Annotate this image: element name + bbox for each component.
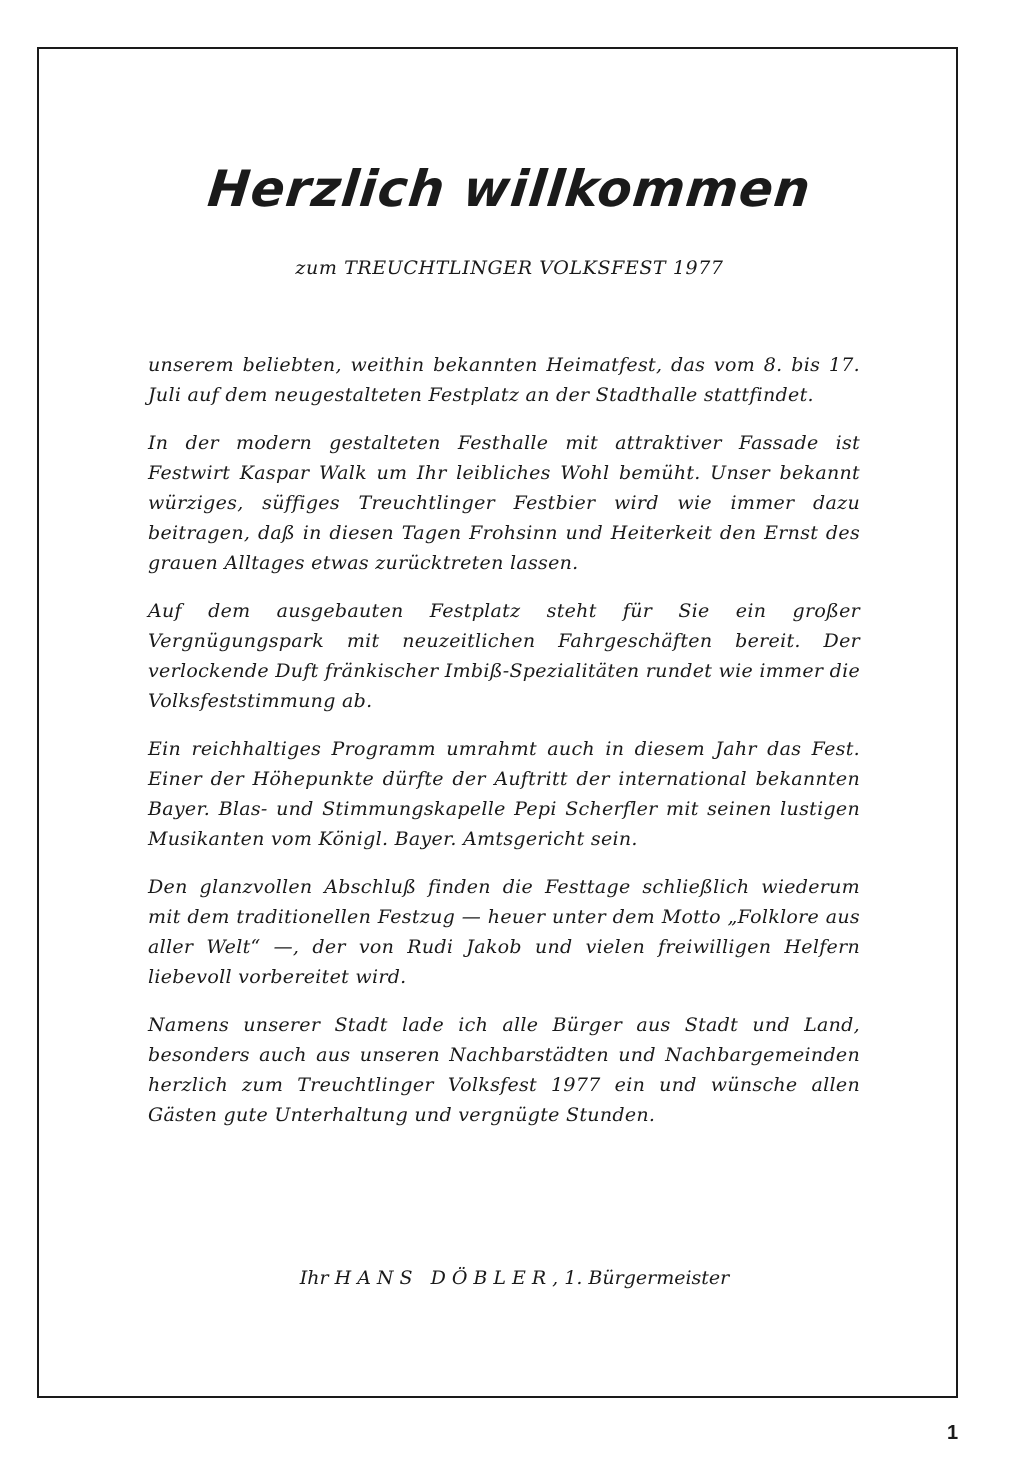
paragraph-programm: Ein reichhaltiges Programm umrahmt auch in diesem Jahr das Fest. Einer der Höhepunkte dürfte der Auftritt der international bekannten Bayer. Blas- und Stimmungskapelle Pepi Scherfler mit seinen lustigen Musikanten vom Königl. Bayer. Amtsgericht sein. bbox=[148, 738, 860, 850]
signature-prefix: Ihr bbox=[299, 1267, 329, 1289]
page-number: 1 bbox=[947, 1422, 959, 1444]
paragraph-einladung: Namens unserer Stadt lade ich alle Bürger aus Stadt und Land, besonders auch aus unseren Nachbarstädten und Nachbargemeinden herzlich zum Treuchtlinger Volksfest 1977 ein und wünsche allen Gästen gute Unterhaltung und vergnügte Stunden. bbox=[148, 1014, 860, 1126]
paragraph-festzug: Den glanzvollen Abschluß finden die Festtage schließlich wiederum mit dem traditionellen Festzug — heuer unter dem Motto „Folklore aus aller Welt“ —, der von Rudi Jakob und vielen freiwilligen Helfern liebevoll vorbereitet wird. bbox=[148, 876, 860, 988]
paragraph-festplatz: Auf dem ausgebauten Festplatz steht für Sie ein großer Vergnügungspark mit neuzeitlichen Fahrgeschäften bereit. Der verlockende Duft fränkischer Imbiß-Spezialitäten rundet wie immer die Volksfeststimmung ab. bbox=[148, 600, 861, 712]
paragraph-festhalle: In der modern gestalteten Festhalle mit attraktiver Fassade ist Festwirt Kaspar Walk um Ihr leibliches Wohl bemüht. Unser bekannt würziges, süffiges Treuchtlinger Festbier wird wie immer dazu beitragen, daß in diesen Tagen Frohsinn und Heiterkeit den Ernst des grauen Alltages etwas zurücktreten lassen. bbox=[148, 432, 860, 574]
paragraph-intro: unserem beliebten, weithin bekannten Heimatfest, das vom 8. bis 17. Juli auf dem neugestalteten Festplatz an der Stadthalle stattfindet. bbox=[148, 354, 860, 406]
signature-line bbox=[0, 1267, 1019, 1289]
page-title: Herzlich willkommen bbox=[205, 160, 814, 218]
welcome-text-body bbox=[148, 350, 860, 1148]
signature-title: , 1. Bürgermeister bbox=[552, 1267, 730, 1289]
page-subtitle: zum TREUCHTLINGER VOLKSFEST 1977 bbox=[295, 257, 724, 279]
signature-name: HANS DÖBLER bbox=[334, 1267, 553, 1289]
